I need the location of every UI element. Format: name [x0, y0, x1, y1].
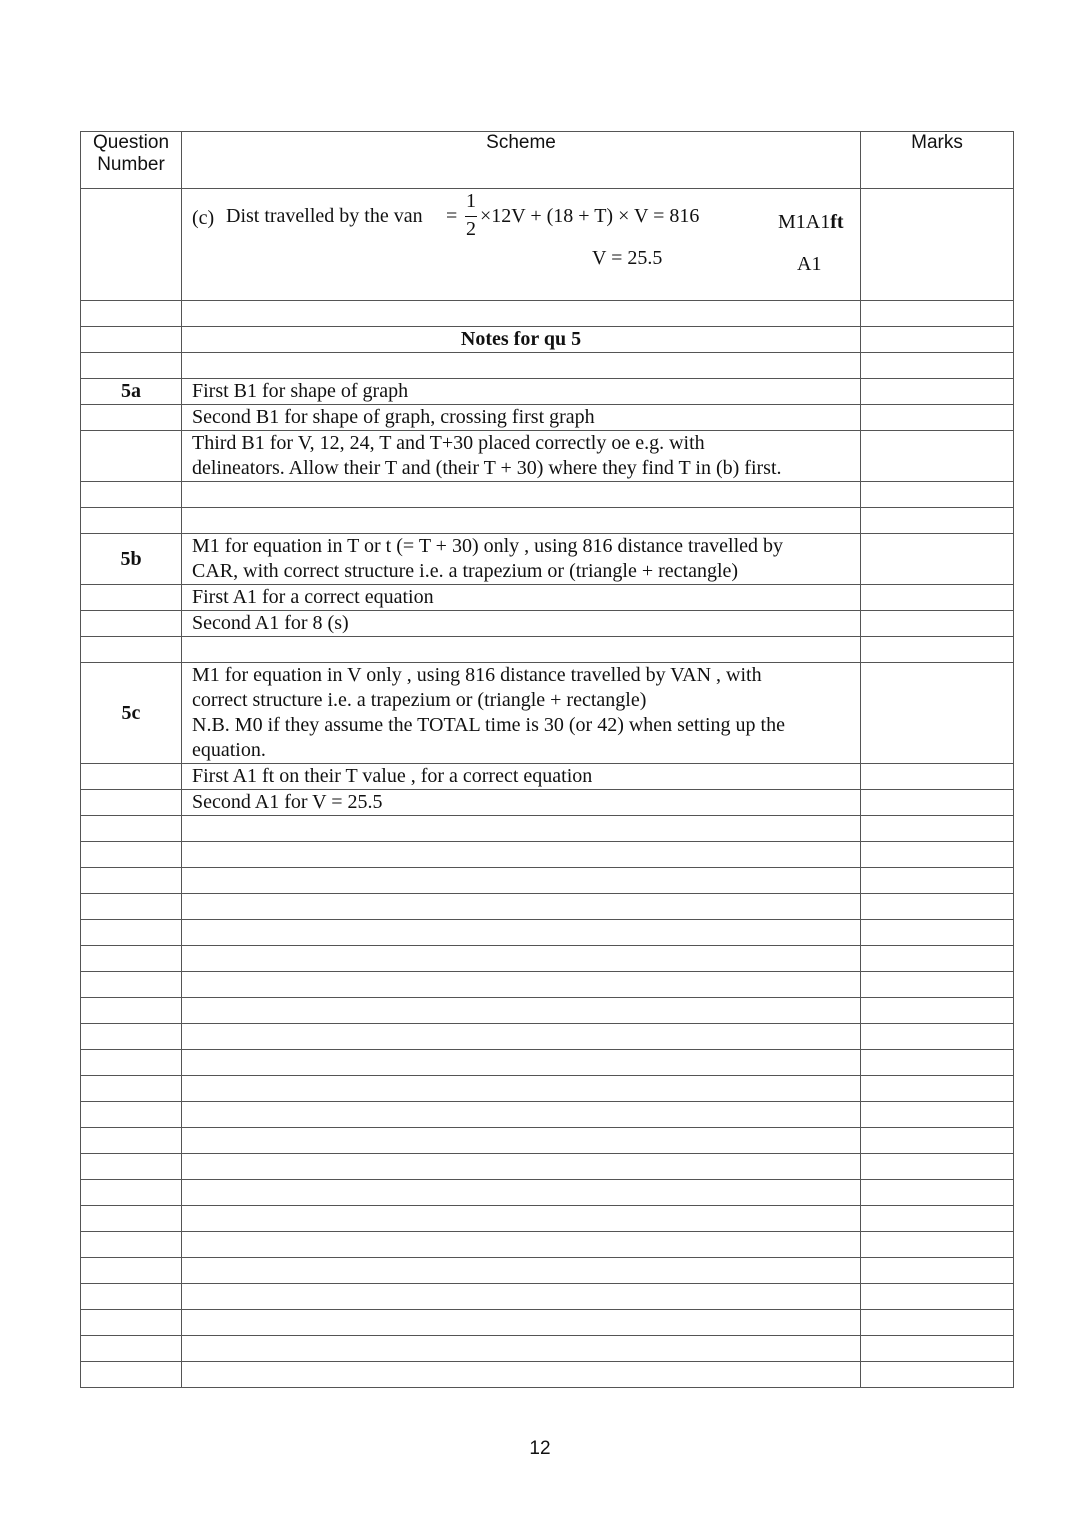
table-row	[81, 379, 1014, 405]
table-row	[81, 405, 1014, 431]
notes-title: Notes for qu 5	[182, 327, 861, 353]
equation-result: V = 25.5	[592, 247, 663, 269]
equation-rest: ×12V + (18 + T) × V = 816	[480, 205, 700, 227]
note-line: Second B1 for shape of graph, crossing first graph	[182, 405, 861, 431]
question-label-5b: 5b	[81, 534, 182, 585]
table-row	[81, 585, 1014, 611]
question-label-5a: 5a	[81, 379, 182, 405]
table-row	[81, 611, 1014, 637]
page-number: 12	[529, 1438, 551, 1459]
mark-a1: A1	[797, 253, 822, 275]
table-row	[81, 663, 1014, 764]
note-line: First A1 ft on their T value , for a correct equation	[182, 764, 861, 790]
mark-scheme-table	[80, 131, 1014, 1388]
table-row	[81, 431, 1014, 482]
note-line: M1 for equation in V only , using 816 distance travelled by VAN , with correct structure i.e. a trapezium or (triangle + rectangle) N.B. M0 if they assume the TOTAL time is 30 (or 42) when setting up the equation.	[182, 663, 861, 764]
part-label: (c)	[192, 207, 215, 229]
note-line: First B1 for shape of graph	[182, 379, 861, 405]
header-marks: Marks	[861, 132, 1014, 189]
part-c-equation: (c) Dist travelled by the van = 1 2 ×12V + (18 + T) × V = 816 V = 25.5	[192, 190, 700, 269]
note-line: Third B1 for V, 12, 24, T and T+30 placed correctly oe e.g. with delineators. Allow their T and (their T + 30) where they find T in (b) first.	[182, 431, 861, 482]
question-label-5c: 5c	[81, 663, 182, 764]
note-line: Second A1 for 8 (s)	[182, 611, 861, 637]
header-row	[81, 132, 1014, 189]
fraction-denominator: 2	[466, 218, 476, 240]
table-row	[81, 790, 1014, 816]
header-question-number: Question Number	[81, 132, 182, 189]
mark-m1a1ft: M1A1ft	[778, 211, 844, 233]
table-row	[81, 764, 1014, 790]
note-line: M1 for equation in T or t (= T + 30) only , using 816 distance travelled by CAR, with correct structure i.e. a trapezium or (triangle + rectangle)	[182, 534, 861, 585]
table-row	[81, 534, 1014, 585]
fraction-numerator: 1	[466, 190, 476, 212]
note-line: First A1 for a correct equation	[182, 585, 861, 611]
part-c-row	[81, 189, 1014, 301]
part-c-text: Dist travelled by the van	[226, 205, 423, 227]
fraction-bar	[465, 216, 477, 217]
header-scheme: Scheme	[182, 132, 861, 189]
note-line: Second A1 for V = 25.5	[182, 790, 861, 816]
